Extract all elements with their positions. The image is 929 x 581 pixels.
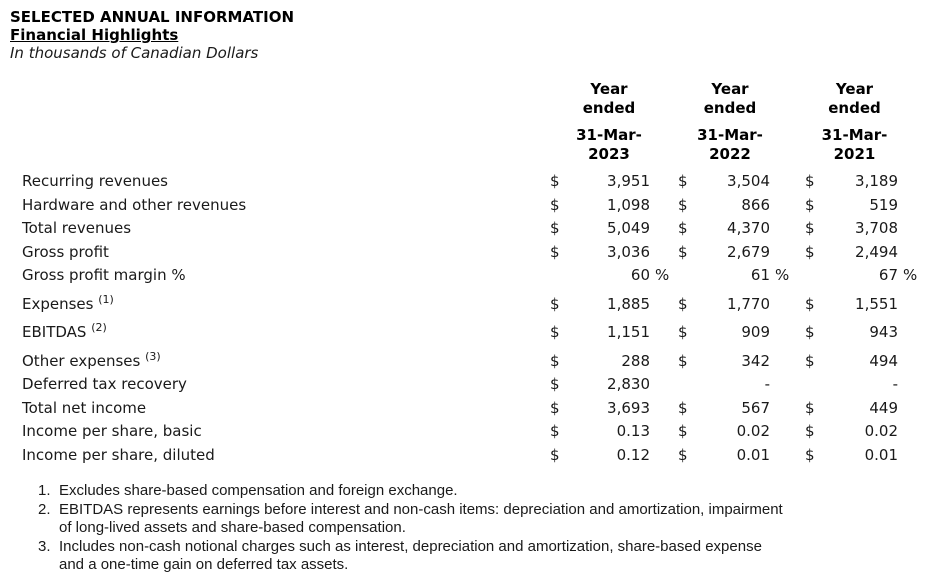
amount-value: 3,951 [607,172,650,190]
amount-value: 0.12 [616,445,650,464]
row-label: Income per share, diluted [22,445,215,464]
amount-value: 567 [741,398,770,417]
amount-suffix [770,217,790,241]
amount-value: 494 [869,351,898,370]
amount-suffix [770,420,790,444]
amount-suffix [650,397,670,421]
row-label: Expenses $^{(1)}$ [22,292,114,313]
row-label: Other expenses $^{(3)}$ [22,349,161,370]
currency-symbol: $ [550,323,560,341]
amount-value: 3,189 [855,172,898,190]
currency-symbol: $ [550,351,560,370]
header-date-row [10,118,919,170]
table-row [10,397,919,421]
row-label: EBITDAS $^{(2)}$ [22,321,107,341]
amount-suffix [898,217,919,241]
amount-suffix [898,373,919,397]
amount-value: 3,693 [607,398,650,417]
currency-symbol: $ [805,422,815,440]
amount-suffix [770,345,790,374]
financial-highlights-table [10,80,919,467]
amount-value: 1,770 [727,294,770,313]
amount-value: 519 [869,195,898,214]
date-label: 31-Mar-2021 [821,126,888,163]
amount-suffix: % [655,266,670,284]
table-row [10,420,919,444]
amount-value: 1,551 [855,294,898,313]
currency-symbol: $ [678,398,688,417]
footnote-text: Excludes share-based compensation and foreign exchange. [59,482,458,499]
currency-symbol: $ [805,294,815,313]
amount-suffix [898,194,919,218]
amount-value: 5,049 [607,219,650,237]
amount-suffix [650,288,670,317]
row-label: Recurring revenues [22,172,168,190]
amount-value: 449 [869,398,898,417]
currency-symbol: $ [805,219,815,237]
amount-suffix [770,288,790,317]
currency-symbol: $ [805,351,815,370]
currency-symbol: $ [550,242,560,261]
currency-symbol: $ [805,242,815,261]
currency-symbol: $ [678,445,688,464]
row-label: Total revenues [22,219,132,237]
currency-symbol: $ [550,422,560,440]
column-header-fy2021-period [790,80,919,118]
amount-suffix [898,444,919,468]
amount-suffix [898,345,919,374]
amount-value: 342 [741,351,770,370]
table-row [10,170,919,194]
page-title: SELECTED ANNUAL INFORMATION [10,8,295,26]
amount-suffix [898,170,919,194]
footnotes-list [10,482,929,575]
currency-symbol [548,264,578,288]
currency-symbol: $ [805,172,815,190]
table-header [10,80,919,170]
amount-value: - [764,375,770,393]
amount-suffix [650,345,670,374]
amount-suffix [898,288,919,317]
amount-suffix [770,397,790,421]
amount-value: 61 [750,266,770,284]
currency-symbol: $ [678,242,688,261]
row-label: Hardware and other revenues [22,195,247,214]
currency-symbol [790,373,826,397]
currency-symbol: $ [550,219,560,237]
currency-symbol: $ [805,445,815,464]
amount-value: 3,036 [607,242,650,261]
currency-symbol: $ [678,323,688,341]
amount-value: 4,370 [727,219,770,237]
amount-suffix: % [903,266,918,284]
date-label: 31-Mar-2022 [697,126,763,163]
footnote-1 [38,482,929,501]
column-header-fy2023-date [548,118,670,170]
amount-suffix [770,241,790,265]
table-row [10,217,919,241]
table-row [10,241,919,265]
amount-suffix [650,420,670,444]
currency-symbol: $ [550,398,560,417]
amount-suffix: % [775,266,790,284]
amount-suffix [650,373,670,397]
footnote-ref: (2) [91,321,107,334]
table-row [10,316,919,345]
currency-symbol: $ [678,351,688,370]
footnote-number: 1. [38,482,51,499]
table-row [10,264,919,288]
table-row [10,345,919,374]
amount-value: - [892,375,898,393]
table-row [10,288,919,317]
currency-symbol [790,264,826,288]
amount-suffix [898,316,919,345]
currency-symbol: $ [805,398,815,417]
header-spacer [10,80,548,118]
amount-value: 3,708 [855,219,898,237]
row-label: Total net income [22,398,147,417]
period-label: Year ended [703,80,757,117]
amount-suffix [770,373,790,397]
amount-value: 943 [869,323,898,341]
footnote-number: 2. [38,500,51,518]
amount-suffix [650,217,670,241]
column-header-fy2022-date [670,118,790,170]
currency-symbol [670,373,698,397]
currency-symbol: $ [678,195,688,214]
currency-symbol: $ [678,294,688,313]
footnote-number: 3. [38,537,51,555]
amount-suffix [650,241,670,265]
currency-symbol: $ [550,294,560,313]
date-label: 31-Mar-2023 [576,126,642,163]
amount-value: 0.13 [616,422,650,440]
currency-symbol: $ [678,172,688,190]
amount-value: 2,679 [727,242,770,261]
amount-value: 67 [878,266,898,284]
amount-suffix [770,194,790,218]
amount-suffix [770,170,790,194]
amount-value: 288 [621,351,650,370]
amount-suffix [898,241,919,265]
period-label: Year ended [828,80,881,117]
amount-suffix [650,170,670,194]
column-header-fy2022-period [670,80,790,118]
amount-value: 60 [630,266,650,284]
table-row [10,373,919,397]
currency-symbol: $ [550,375,560,393]
currency-symbol: $ [550,445,560,464]
amount-value: 0.02 [736,422,770,440]
amount-value: 1,885 [607,294,650,313]
page-subtitle: Financial Highlights [10,26,179,44]
currency-symbol: $ [550,195,560,214]
footnote-text: EBITDAS represents earnings before interest and non-cash items: depreciation and amortization, impairment of long-lived assets and share-based compensation. [59,500,783,536]
amount-value: 0.01 [736,445,770,464]
amount-suffix [650,194,670,218]
amount-value: 1,098 [607,195,650,214]
period-label: Year ended [582,80,636,117]
currency-symbol: $ [678,422,688,440]
amount-value: 2,830 [607,375,650,393]
amount-value: 0.01 [864,445,898,464]
amount-value: 0.02 [864,422,898,440]
row-label: Gross profit [22,242,109,261]
footnote-text: Includes non-cash notional charges such as interest, depreciation and amortization, share-based expense and a one-time gain on deferred tax assets. [59,537,762,573]
amount-value: 909 [741,323,770,341]
table-row [10,444,919,468]
amount-suffix [770,444,790,468]
column-header-fy2023-period [548,80,670,118]
amount-suffix [650,316,670,345]
document-header [10,8,929,62]
header-spacer [10,118,548,170]
table-row [10,194,919,218]
amount-value: 866 [741,195,770,214]
currency-symbol [670,264,698,288]
footnote-ref: (3) [145,349,161,363]
financial-table-body [10,170,919,467]
amount-value: 1,151 [607,323,650,341]
footnote-2 [38,501,929,538]
currency-unit-note: In thousands of Canadian Dollars [10,44,259,62]
currency-symbol: $ [805,195,815,214]
footnote-ref: (1) [98,292,114,306]
amount-suffix [770,316,790,345]
amount-suffix [650,444,670,468]
footnote-3 [38,538,929,575]
amount-value: 2,494 [855,242,898,261]
currency-symbol: $ [678,219,688,237]
header-period-row [10,80,919,118]
row-label: Gross profit margin % [22,266,186,284]
amount-suffix [898,397,919,421]
currency-symbol: $ [550,172,560,190]
row-label: Deferred tax recovery [22,375,187,393]
row-label: Income per share, basic [22,422,202,440]
amount-suffix [898,420,919,444]
amount-value: 3,504 [727,172,770,190]
currency-symbol: $ [805,323,815,341]
column-header-fy2021-date [790,118,919,170]
